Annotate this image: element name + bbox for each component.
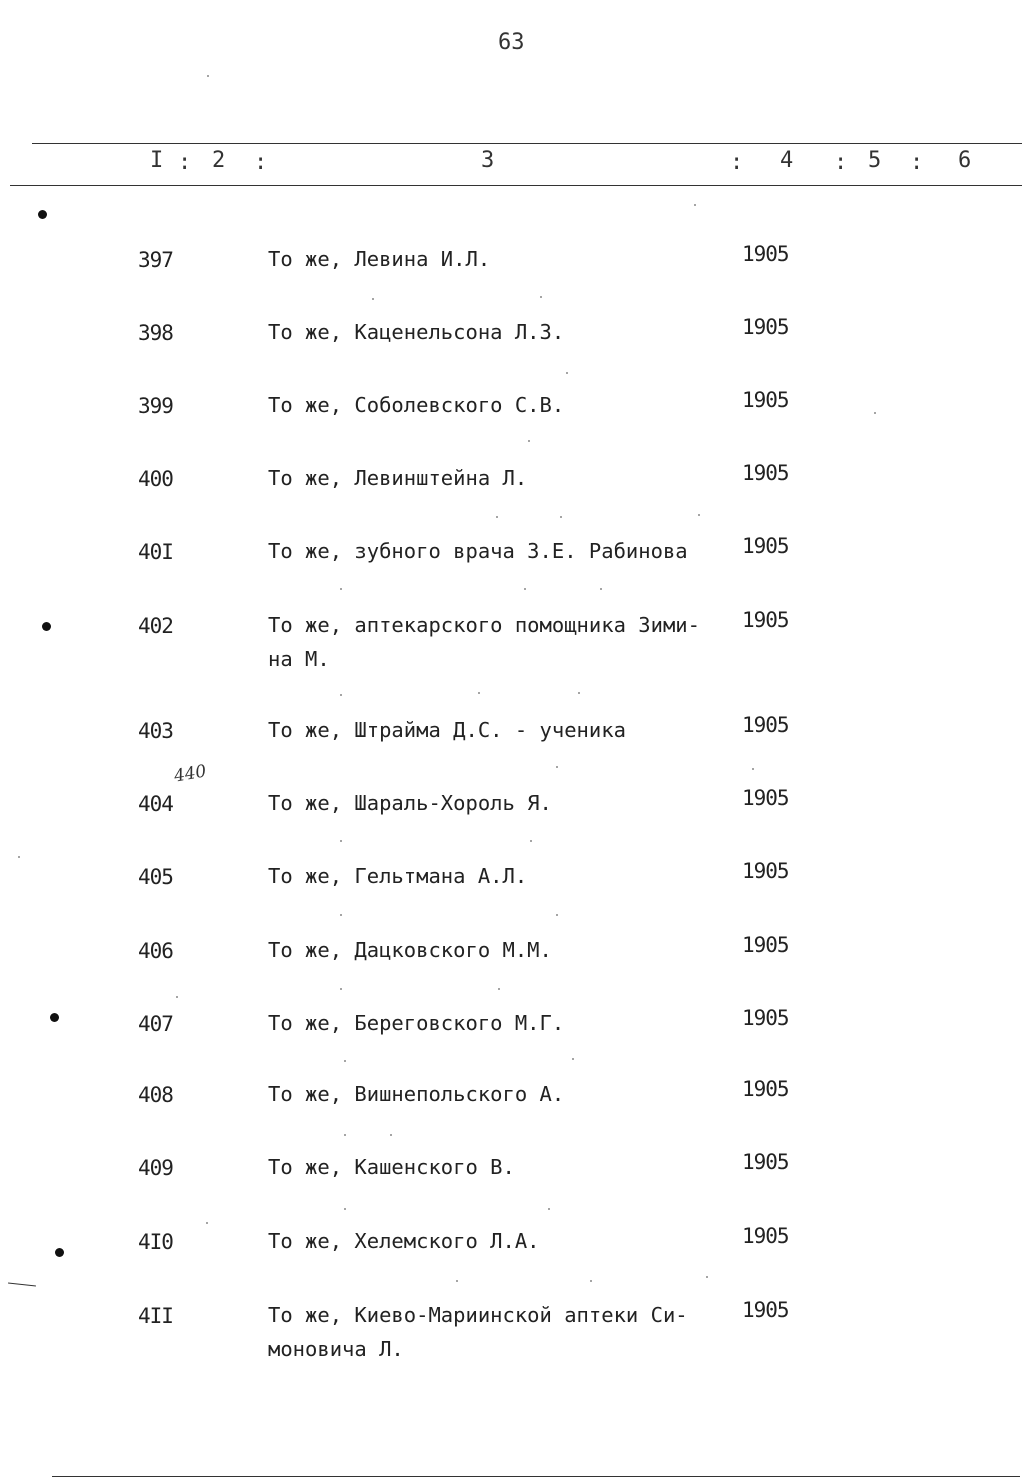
- header-top-rule: [32, 143, 1022, 144]
- punch-hole-mark: [38, 210, 47, 219]
- entry-number: 405: [138, 865, 173, 889]
- column-separator: :: [910, 150, 924, 175]
- column-header-5: 5: [868, 148, 882, 173]
- scan-speck: [694, 204, 696, 206]
- entry-number: 398: [138, 321, 173, 345]
- scan-speck: [340, 840, 342, 842]
- scan-speck: [498, 988, 500, 990]
- entry-description: То же, Шараль-Хороль Я.: [268, 791, 552, 815]
- entry-description: То же, Соболевского С.В.: [268, 393, 565, 417]
- scan-speck: [560, 516, 562, 518]
- scan-speck: [390, 1134, 392, 1136]
- punch-hole-mark: [55, 1248, 64, 1257]
- entry-number: 397: [138, 248, 173, 272]
- entry-number: 402: [138, 614, 173, 638]
- scan-speck: [344, 1134, 346, 1136]
- entry-description: То же, Киево-Мариинской аптеки Си- моновича Л.: [268, 1303, 688, 1361]
- scan-speck: [207, 75, 209, 77]
- scan-speck: [556, 914, 558, 916]
- entry-description: То же, Кашенского В.: [268, 1155, 515, 1179]
- scan-speck: [344, 1060, 346, 1062]
- entry-year: 1905: [742, 242, 789, 266]
- scan-speck: [344, 1208, 346, 1210]
- scan-speck: [556, 766, 558, 768]
- entry-number: 406: [138, 939, 173, 963]
- entry-number: 407: [138, 1012, 173, 1036]
- scan-speck: [548, 1208, 550, 1210]
- header-bottom-rule: [10, 185, 1022, 186]
- entry-number: 399: [138, 394, 173, 418]
- scan-speck: [340, 914, 342, 916]
- scan-speck: [578, 692, 580, 694]
- scan-speck: [524, 588, 526, 590]
- page-bottom-rule: [52, 1476, 1020, 1477]
- entry-year: 1905: [742, 388, 789, 412]
- entry-number: 4II: [138, 1304, 173, 1328]
- punch-hole-mark: [50, 1013, 59, 1022]
- entry-year: 1905: [742, 315, 789, 339]
- scan-speck: [18, 856, 20, 858]
- column-header-6: 6: [958, 148, 972, 173]
- entry-year: 1905: [742, 608, 789, 632]
- entry-description: То же, Гельтмана А.Л.: [268, 864, 528, 888]
- scan-speck: [600, 588, 602, 590]
- entry-year: 1905: [742, 1150, 789, 1174]
- entry-year: 1905: [742, 534, 789, 558]
- column-separator: :: [834, 150, 848, 175]
- scan-speck: [706, 1276, 708, 1278]
- scan-speck: [372, 298, 374, 300]
- entry-description: То же, зубного врача З.Е. Рабинова: [268, 539, 688, 563]
- scan-speck: [206, 1222, 208, 1224]
- entry-number: 403: [138, 719, 173, 743]
- margin-pen-mark: [8, 1283, 36, 1287]
- scan-speck: [340, 588, 342, 590]
- entry-description: То же, Каценельсона Л.З.: [268, 320, 565, 344]
- scan-speck: [566, 372, 568, 374]
- entry-year: 1905: [742, 933, 789, 957]
- scan-speck: [530, 840, 532, 842]
- scan-speck: [456, 1280, 458, 1282]
- entry-description: То же, Вишнепольского А.: [268, 1082, 565, 1106]
- scan-speck: [528, 440, 530, 442]
- entry-number: 404: [138, 792, 173, 816]
- scan-speck: [572, 1058, 574, 1060]
- entry-description: То же, аптекарского помощника Зими- на М.: [268, 613, 700, 671]
- scan-speck: [698, 514, 700, 516]
- scan-speck: [540, 296, 542, 298]
- page-number: 63: [498, 30, 525, 55]
- entry-description: То же, Дацковского М.М.: [268, 938, 552, 962]
- entry-year: 1905: [742, 1298, 789, 1322]
- scan-speck: [752, 768, 754, 770]
- column-header-1: I: [150, 148, 164, 173]
- column-separator: :: [730, 150, 744, 175]
- entry-year: 1905: [742, 1224, 789, 1248]
- column-header-3: 3: [481, 148, 495, 173]
- entry-year: 1905: [742, 461, 789, 485]
- entry-description: То же, Хелемского Л.А.: [268, 1229, 540, 1253]
- entry-description: То же, Левинштейна Л.: [268, 466, 528, 490]
- entry-number: 408: [138, 1083, 173, 1107]
- entry-year: 1905: [742, 859, 789, 883]
- entry-number: 4I0: [138, 1230, 173, 1254]
- column-header-4: 4: [780, 148, 794, 173]
- column-separator: :: [178, 150, 192, 175]
- entry-year: 1905: [742, 713, 789, 737]
- scan-speck: [496, 516, 498, 518]
- entry-description: То же, Береговского М.Г.: [268, 1011, 565, 1035]
- entry-year: 1905: [742, 1077, 789, 1101]
- entry-number: 400: [138, 467, 173, 491]
- scan-speck: [176, 996, 178, 998]
- entry-description: То же, Штрайма Д.С. - ученика: [268, 718, 626, 742]
- entry-year: 1905: [742, 1006, 789, 1030]
- entry-description: То же, Левина И.Л.: [268, 247, 491, 271]
- scan-speck: [874, 412, 876, 414]
- entry-number: 40I: [138, 540, 173, 564]
- handwritten-annotation: 440: [172, 761, 208, 787]
- entry-number: 409: [138, 1156, 173, 1180]
- column-separator: :: [254, 150, 268, 175]
- entry-year: 1905: [742, 786, 789, 810]
- scan-speck: [590, 1280, 592, 1282]
- punch-hole-mark: [42, 622, 51, 631]
- scan-speck: [478, 692, 480, 694]
- scan-speck: [340, 694, 342, 696]
- column-header-2: 2: [212, 148, 226, 173]
- scan-speck: [340, 988, 342, 990]
